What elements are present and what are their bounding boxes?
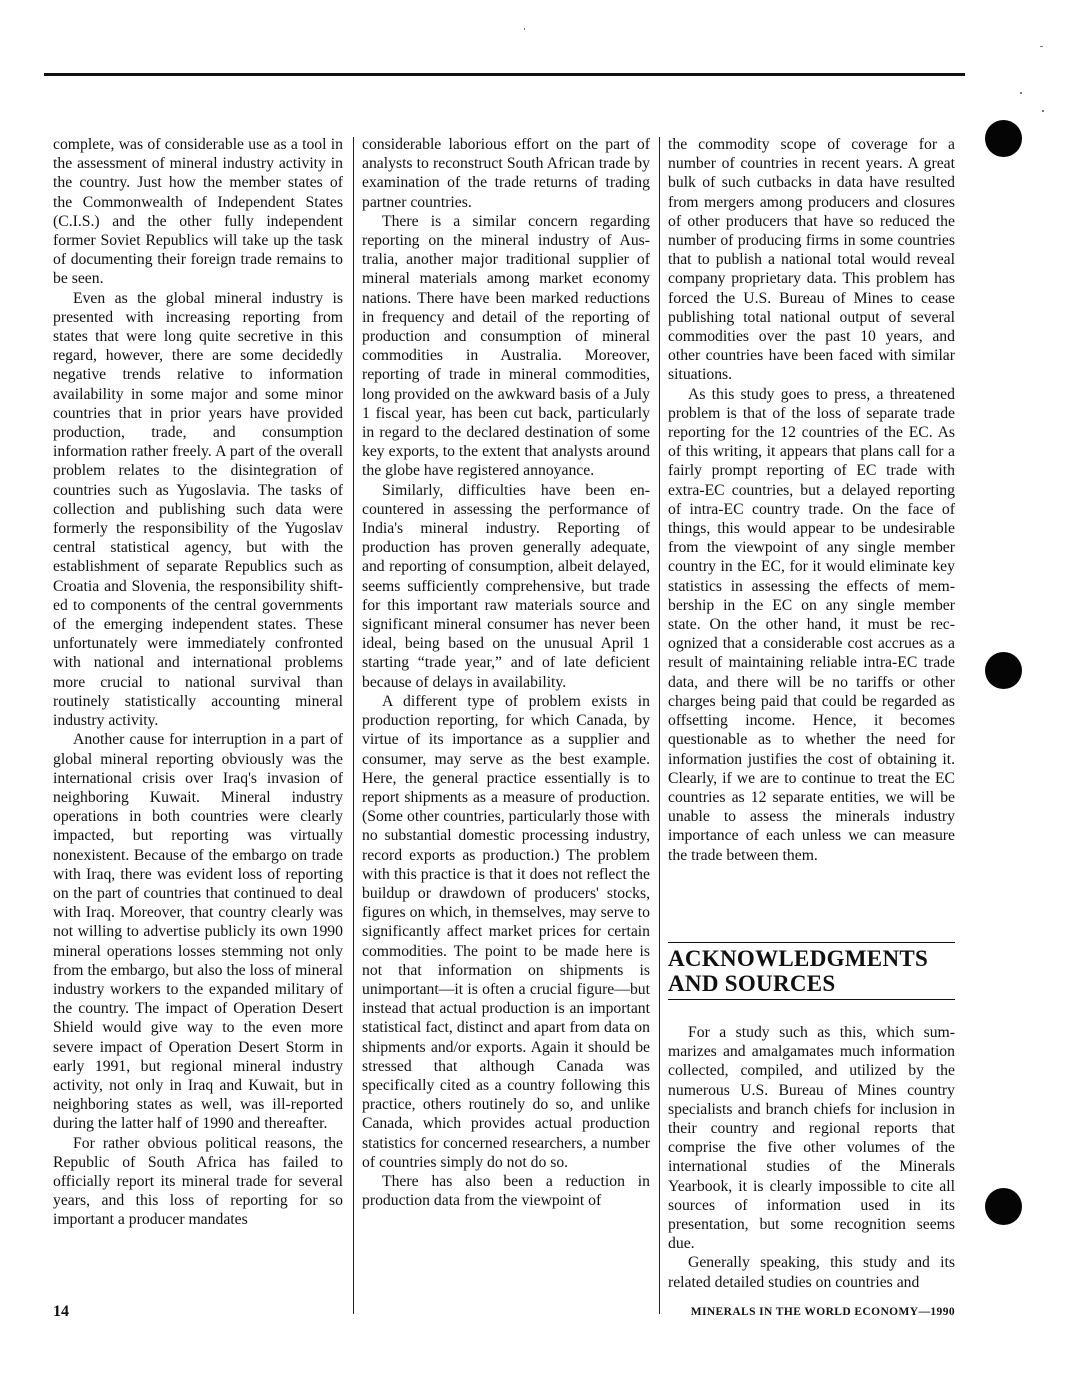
body-paragraph: Another cause for interruption in a part of global mineral reporting obviously was the international crisis over Iraq's invasion of neighboring Kuwait. Mineral industry operations in both countries were clearly impacted, but reporting was virtually nonexistent. Because of the embargo on trade with Iraq, there was evident loss of reporting on the part of countries that continued to deal with Iraq. Moreover, that country clearly was not willing to advertise publicly its own 1990 mineral operations losses stemming not only from the embargo, but also the loss of mineral industry workers to the expanded military of the country. The impact of Operation Desert Shield would give way to the even more severe impact of Operation Desert Storm in early 1991, but regional mineral industry activity, not only in Iraq and Kuwait, but in neighboring states as well, was ill-reported during the latter half of 1990 and thereafter.: [53, 731, 343, 1133]
scan-speck: [1020, 92, 1022, 94]
body-paragraph: There is a similar concern regarding reporting on the mineral industry of Australia, another major traditional supplier of mineral materials among market economy nations. There have been marked reductions in frequency and detail of the reporting of production and consumption of mineral commodities in Australia. Moreover, reporting of trade in mineral commodities, long provided on the awkward basis of a July 1 fiscal year, has been cut back, particularly in regard to the declared destination of some key exports, to the extent that analysts around the globe have registered annoyance.: [362, 212, 650, 480]
scan-speck: [524, 28, 525, 30]
text-column-3: [668, 135, 955, 865]
section-rule-bottom: [668, 999, 955, 1000]
punch-hole: [985, 120, 1022, 157]
column-divider: [659, 137, 660, 1314]
body-paragraph: Even as the global mineral industry is presented with increasing reporting from states that were long quite secretive in this regard, however, there are some decidedly negative trends relative to information availability in some major and some minor countries that in prior years have provided production, trade, and consumption information rather freely. A part of the overall problem relates to the disintegration of countries such as Yugoslavia. The tasks of collection and publishing such data were formerly the responsibility of the Yugoslav central statistical agency, but with the establishment of separate Republics such as Croatia and Slovenia, the responsibility shifted to components of the central governments of the emerging independent states. These unfortunately were immediately confronted with national and international problems more crucial to national survival than routinely statistically accounting mineral industry activity.: [53, 289, 343, 730]
scan-speck: [1040, 46, 1043, 47]
page-number: 14: [53, 1303, 69, 1320]
text-column-1: [53, 135, 343, 1230]
body-paragraph: Generally speaking, this study and its related detailed studies on countries and: [668, 1254, 955, 1291]
header-rule: [44, 73, 965, 76]
text-column-3-continued: [668, 1023, 955, 1292]
body-paragraph: the commodity scope of coverage for a number of countries in recent years. A great bulk of such cutbacks in data have resulted from mergers among producers and closures of other producers that have so reduced the number of producing firms in some countries that to publish a national total would reveal company proprietary data. This problem has forced the U.S. Bureau of Mines to cease publishing total national output of several commodities over the past 10 years, and other countries have been faced with similar situations.: [668, 136, 955, 384]
section-rule-top: [668, 942, 955, 943]
section-heading-line-2: AND SOURCES: [668, 971, 836, 996]
body-paragraph: Similarly, difficulties have been encountered in assessing the performance of India's mineral industry. Reporting of production has proven generally adequate, and reporting of consumption, albeit delayed, seems sufficiently comprehensive, but trade for this important raw materials source and significant mineral consumer has never been ideal, being based on the unusual April 1 starting “trade year,” and of late deficient because of delays in availability.: [362, 481, 650, 691]
section-heading-line-1: ACKNOWLEDGMENTS: [668, 946, 929, 971]
punch-hole: [985, 652, 1022, 689]
column-divider: [353, 137, 354, 1314]
body-paragraph: For rather obvious political reasons, the Republic of South Africa has failed to officially report its mineral trade for several years, and this loss of reporting for so important a producer mandates: [53, 1134, 343, 1229]
body-paragraph: A different type of problem exists in production reporting, for which Canada, by virtue of its importance as a supplier and consumer, may serve as the best example. Here, the general practice essentially is to report shipments as a measure of production. (Some other countries, particularly those with no substantial domestic processing industry, record exports as production.) The problem with this practice is that it does not reflect the buildup or drawdown of producers' stocks, figures on which, in themselves, may serve to significantly affect market prices for certain commodities. The point to be made here is not that information on shipments is unimportant—it is often a crucial figure—but instead that actual production is an important statistical fact, distinct and apart from data on shipments and/or exports. Again it should be stressed that although Canada was specifically cited as a country following this practice, others routinely do so, and unlike Canada, which provides actual production statistics for concerned researchers, a number of countries simply do not do so.: [362, 692, 650, 1171]
text-column-2: [362, 135, 650, 1210]
body-paragraph: For a study such as this, which summarizes and amalgamates much information collected, compiled, and utilized by the numerous U.S. Bureau of Mines country specialists and branch chiefs for inclusion in their country and regional reports that comprise the five other volumes of the international studies of the Minerals Yearbook, it is clearly impossible to cite all sources of information used in its presentation, but some recognition seems due.: [668, 1024, 955, 1253]
body-paragraph: complete, was of considerable use as a tool in the assessment of mineral industry activity in the country. Just how the member states of the Commonwealth of Independent States (C.I.S.) and the other fully independent former Soviet Republics will take up the task of documenting their foreign trade remains to be seen.: [53, 136, 343, 288]
body-paragraph: As this study goes to press, a threatened problem is that of the loss of separate trade reporting for the 12 countries of the EC. As of this writing, it appears that plans call for a fairly prompt reporting of EC trade with extra-EC countries, but a delayed reporting of intra-EC country trade. On the face of things, this would appear to be undesirable from the viewpoint of any single member country in the EC, for it would eliminate key statistics in assessing the effects of membership in the EC on any single member state. On the other hand, it must be recognized that a considerable cost accrues as a result of maintaining reliable intra-EC trade data, and there will be no tariffs or other charges being paid that could be regarded as offsetting income. Hence, it becomes questionable as to whether the need for information justifies the cost of obtaining it. Clearly, if we are to continue to treat the EC countries as 12 separate entities, we will be unable to assess the minerals industry importance of each unless we can measure the trade between them.: [668, 385, 955, 864]
section-heading: [668, 946, 958, 996]
body-paragraph: considerable laborious effort on the part of analysts to reconstruct South African trade by examination of the trade returns of trading partner countries.: [362, 136, 650, 211]
running-footer-title: MINERALS IN THE WORLD ECONOMY—1990: [690, 1306, 955, 1318]
punch-hole: [985, 1188, 1022, 1225]
body-paragraph: There has also been a reduction in production data from the viewpoint of: [362, 1172, 650, 1210]
scan-speck: [1042, 110, 1044, 112]
